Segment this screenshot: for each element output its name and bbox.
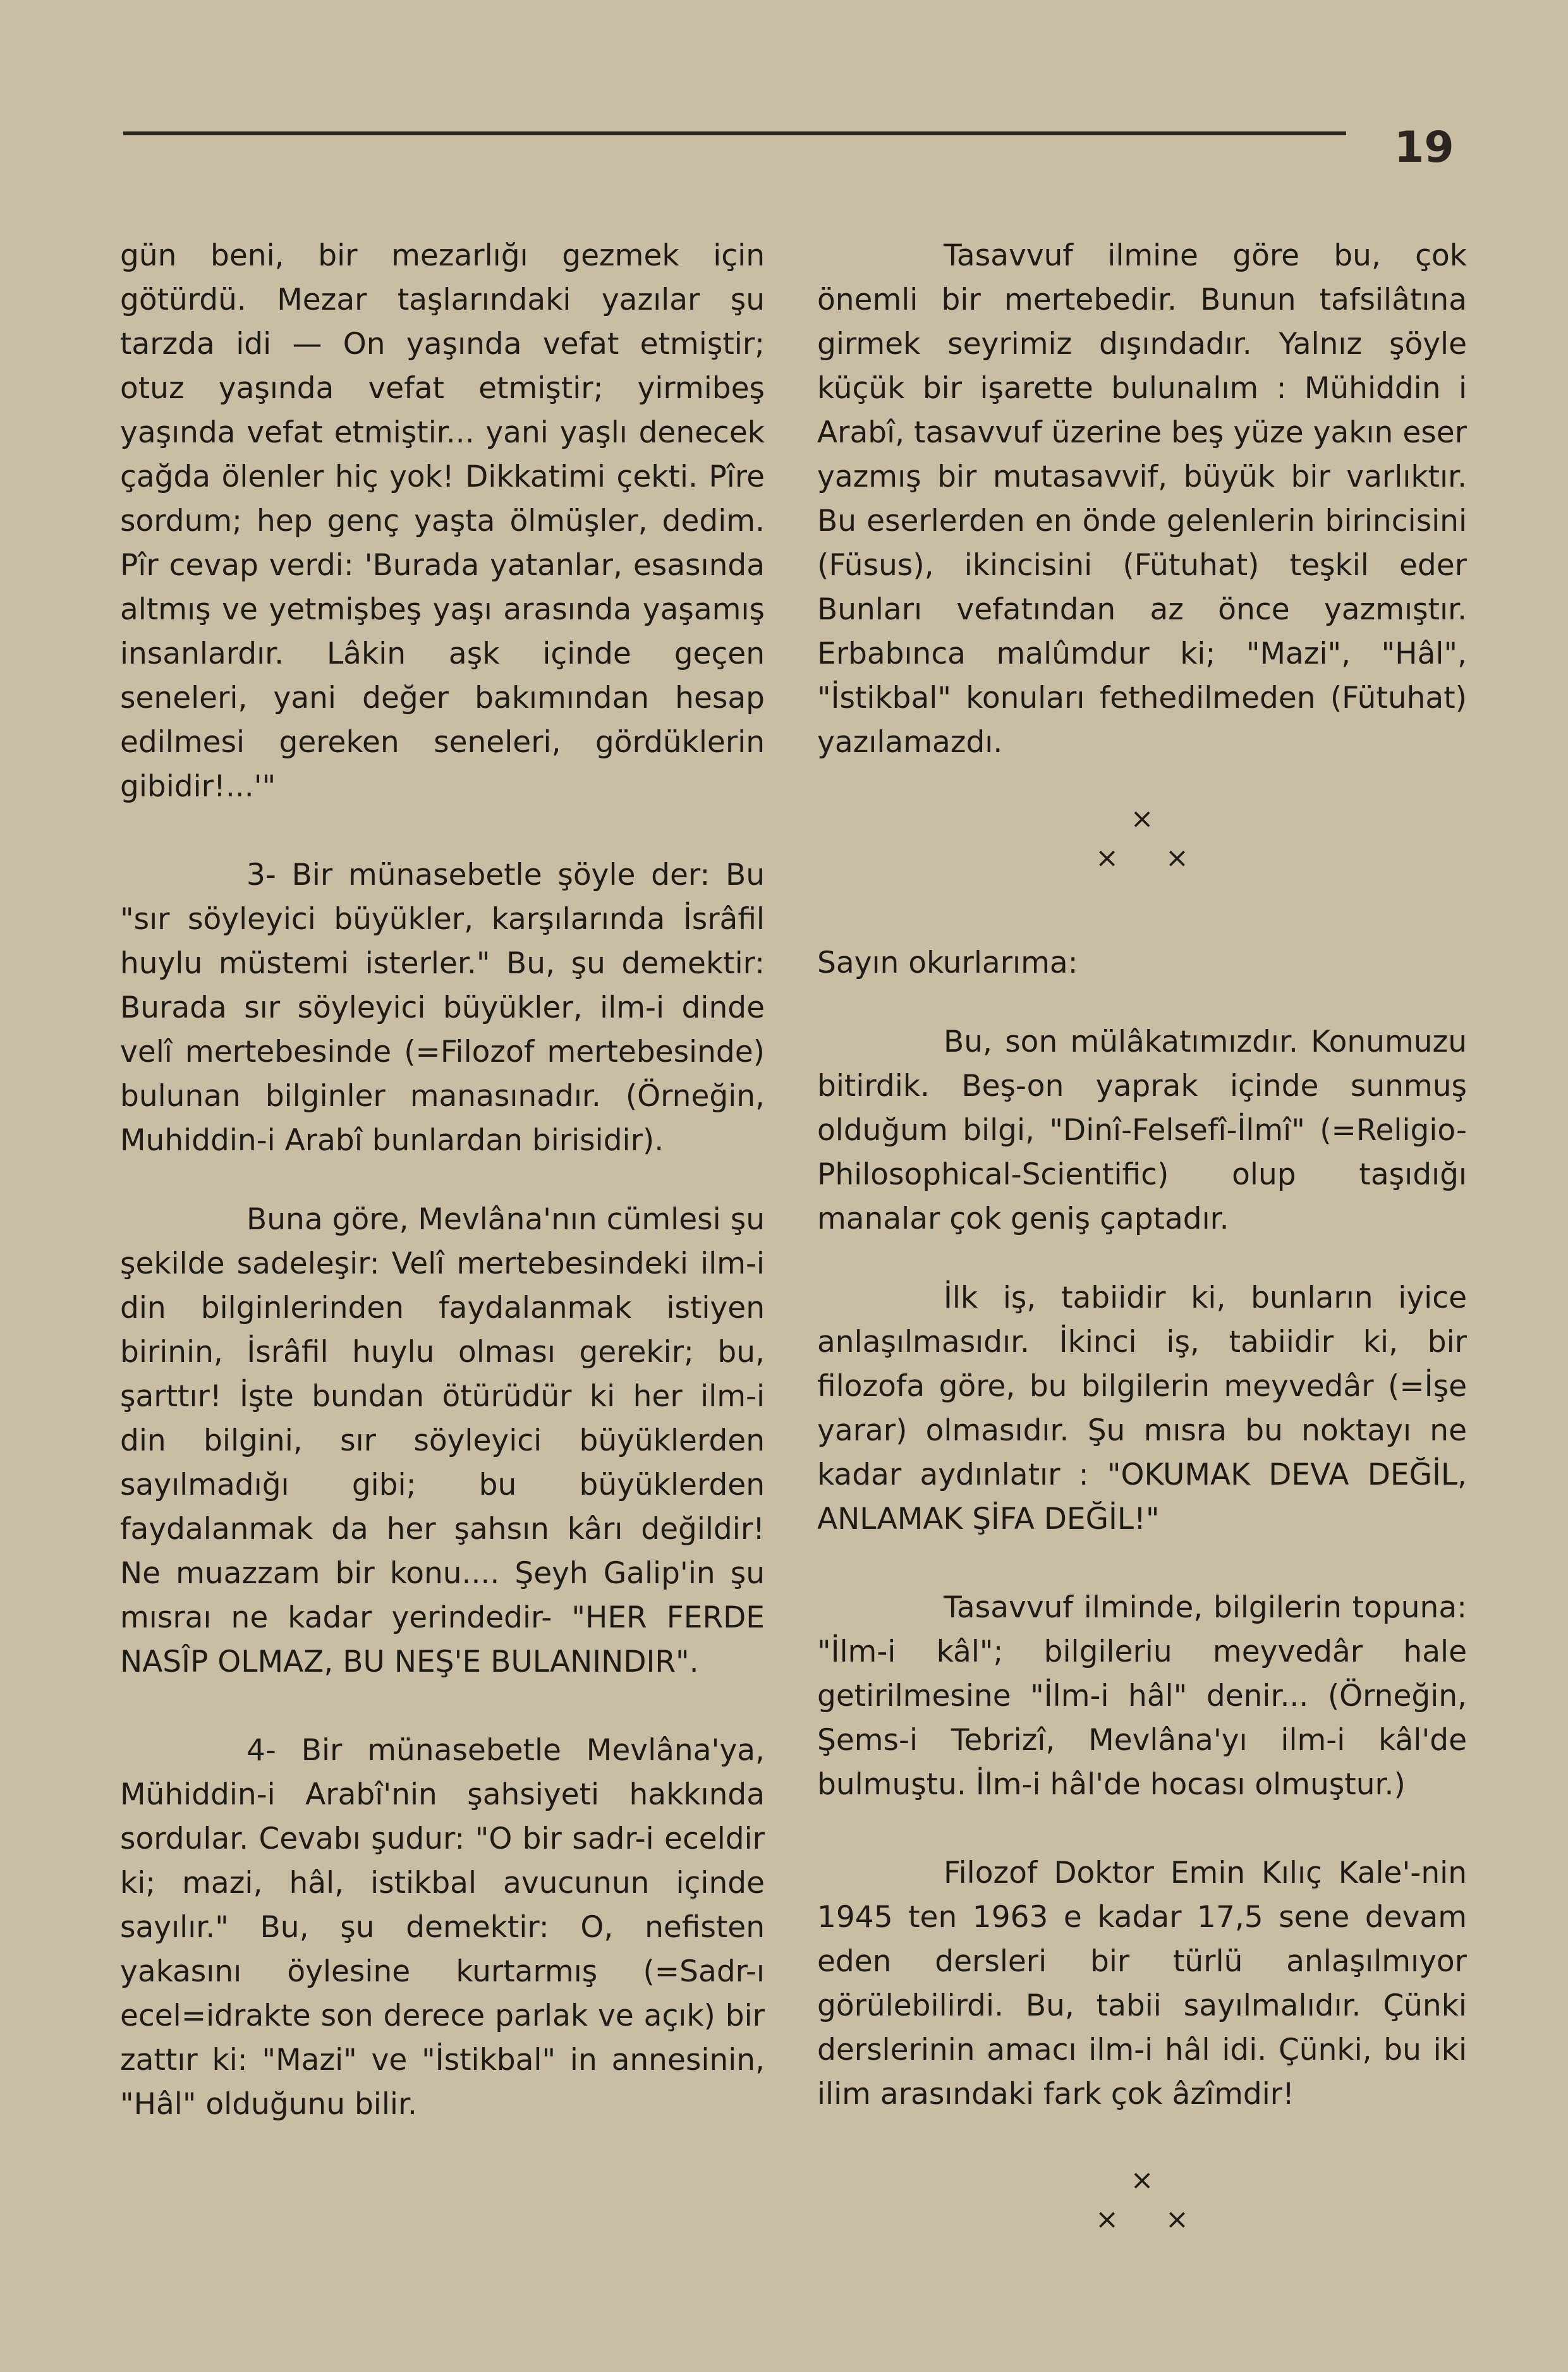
separator-mark: × × — [1095, 842, 1189, 874]
paragraph: İlk iş, tabiidir ki, bunların iyice anlaşılmasıdır. İkinci iş, tabiidir ki, bir filozofa göre, bu bilgilerin meyvedâr (=İşe yarar) olmasıdır. Şu mısra bu noktayı ne kadar aydınlatır : "OKUMAK DEVA DEĞİL, ANLAMAK ŞİFA DEĞİL!" — [817, 1280, 1467, 1536]
section-separator — [817, 800, 1467, 878]
paragraph: Buna göre, Mevlâna'nın cümlesi şu şekilde sadeleşir: Velî mertebesindeki ilm-i din bilginlerinden faydalanmak istiyen birinin, İsrâfil huylu olması gerekir; bu, şarttır! İşte bundan ötürüdür ki her ilm-i din bilgini, sır söyleyici büyüklerden sayılmadığı gibi; bu büyüklerden faydalanmak da her şahsın kârı değildir! Ne muazzam bir konu.... Şeyh Galip'in şu mısraı ne kadar yerindedir- "HER FERDE NASÎP OLMAZ, BU NEŞ'E BULANINDIR". — [120, 1202, 765, 1679]
paragraph: Tasavvuf ilminde, bilgilerin topuna: "İlm-i kâl"; bilgileriu meyvedâr hale getirilmesine "İlm-i hâl" denir... (Örneğin, Şems-i Tebrizî, Mevlâna'yı ilm-i kâl'de bulmuştu. İlm-i hâl'de hocası olmuştur.) — [817, 1590, 1467, 1802]
paragraph: Tasavvuf ilmine göre bu, çok önemli bir mertebedir. Bunun tafsilâtına girmek seyrimiz dışındadır. Yalnız şöyle küçük bir işarette bulunalım : Mühiddin i Arabî, tasavvuf üzerine beş yüze yakın eser yazmış bir mutasavvif, büyük bir varlıktır. Bu eserlerden en önde gelenlerin birincisini (Füsus), ikincisini (Fütuhat) teşkil eder Bunları vefatından az önce yazmıştır. Erbabınca malûmdur ki; "Mazi", "Hâl", "İstikbal" konuları fethedilmeden (Fütuhat) yazılamazdı. — [817, 238, 1467, 760]
paragraph: 3- Bir münasebetle şöyle der: Bu "sır söyleyici büyükler, karşılarında İsrâfil huylu müstemi isterler." Bu, şu demektir: Burada sır söyleyici büyükler, ilm-i dinde velî mertebesinde (=Filozof mertebesinde) bulunan bilginler manasınadır. (Örneğin, Muhiddin-i Arabî bunlardan birisidir). — [120, 858, 765, 1158]
paragraph: Bu, son mülâkatımızdır. Konumuzu bitirdik. Beş-on yaprak içinde sunmuş olduğum bilgi, "Dinî-Felsefî-İlmî" (=Religio-Philosophical-Scientific) olup taşıdığı manalar çok geniş çaptadır. — [817, 1025, 1467, 1236]
page-number: 19 — [1394, 123, 1454, 173]
right-column — [817, 234, 1467, 2239]
section-separator — [817, 2161, 1467, 2239]
paragraph: gün beni, bir mezarlığı gezmek için götürdü. Mezar taşlarındaki yazılar şu tarzda idi — On yaşında vefat etmiştir; otuz yaşında vefat etmiştir; yirmibeş yaşında vefat etmiştir... yani yaşlı denecek çağda ölenler hiç yok! Dikkatimi çekti. Pîre sordum; hep genç yaşta ölmüşler, dedim. Pîr cevap verdi: 'Burada yatanlar, esasında altmış ve yetmişbeş yaşı arasında yaşamış insanlardır. Lâkin aşk içinde geçen seneleri, yani değer bakımından hesap edilmesi gereken seneleri, gördüklerin gibidir!...'" — [120, 238, 765, 804]
salutation: Sayın okurlarıma: — [817, 946, 1078, 980]
left-column — [120, 234, 765, 2127]
separator-mark: × — [1130, 2164, 1154, 2196]
paragraph: 4- Bir münasebetle Mevlâna'ya, Mühiddin-i Arabî'nin şahsiyeti hakkında sordular. Cevabı şudur: "O bir sadr-i eceldir ki; mazi, hâl, istikbal avucunun içinde sayılır." Bu, şu demektir: O, nefisten yakasını öylesine kurtarmış (=Sadr-ı ecel=idrakte son derece parlak ve açık) bir zattır ki: "Mazi" ve "İstikbal" in annesinin, "Hâl" olduğunu bilir. — [120, 1733, 765, 2122]
separator-mark: × × — [1095, 2203, 1189, 2235]
separator-mark: × — [1130, 803, 1154, 835]
paragraph: Filozof Doktor Emin Kılıç Kale'-nin 1945 ten 1963 e kadar 17,5 sene devam eden dersleri bir türlü anlaşılmıyor görülebilirdi. Bu, tabii sayılmalıdır. Çünki derslerinin amacı ilm-i hâl idi. Çünki, bu iki ilim arasındaki fark çok âzîmdir! — [817, 1856, 1467, 2112]
header-rule — [123, 131, 1346, 135]
